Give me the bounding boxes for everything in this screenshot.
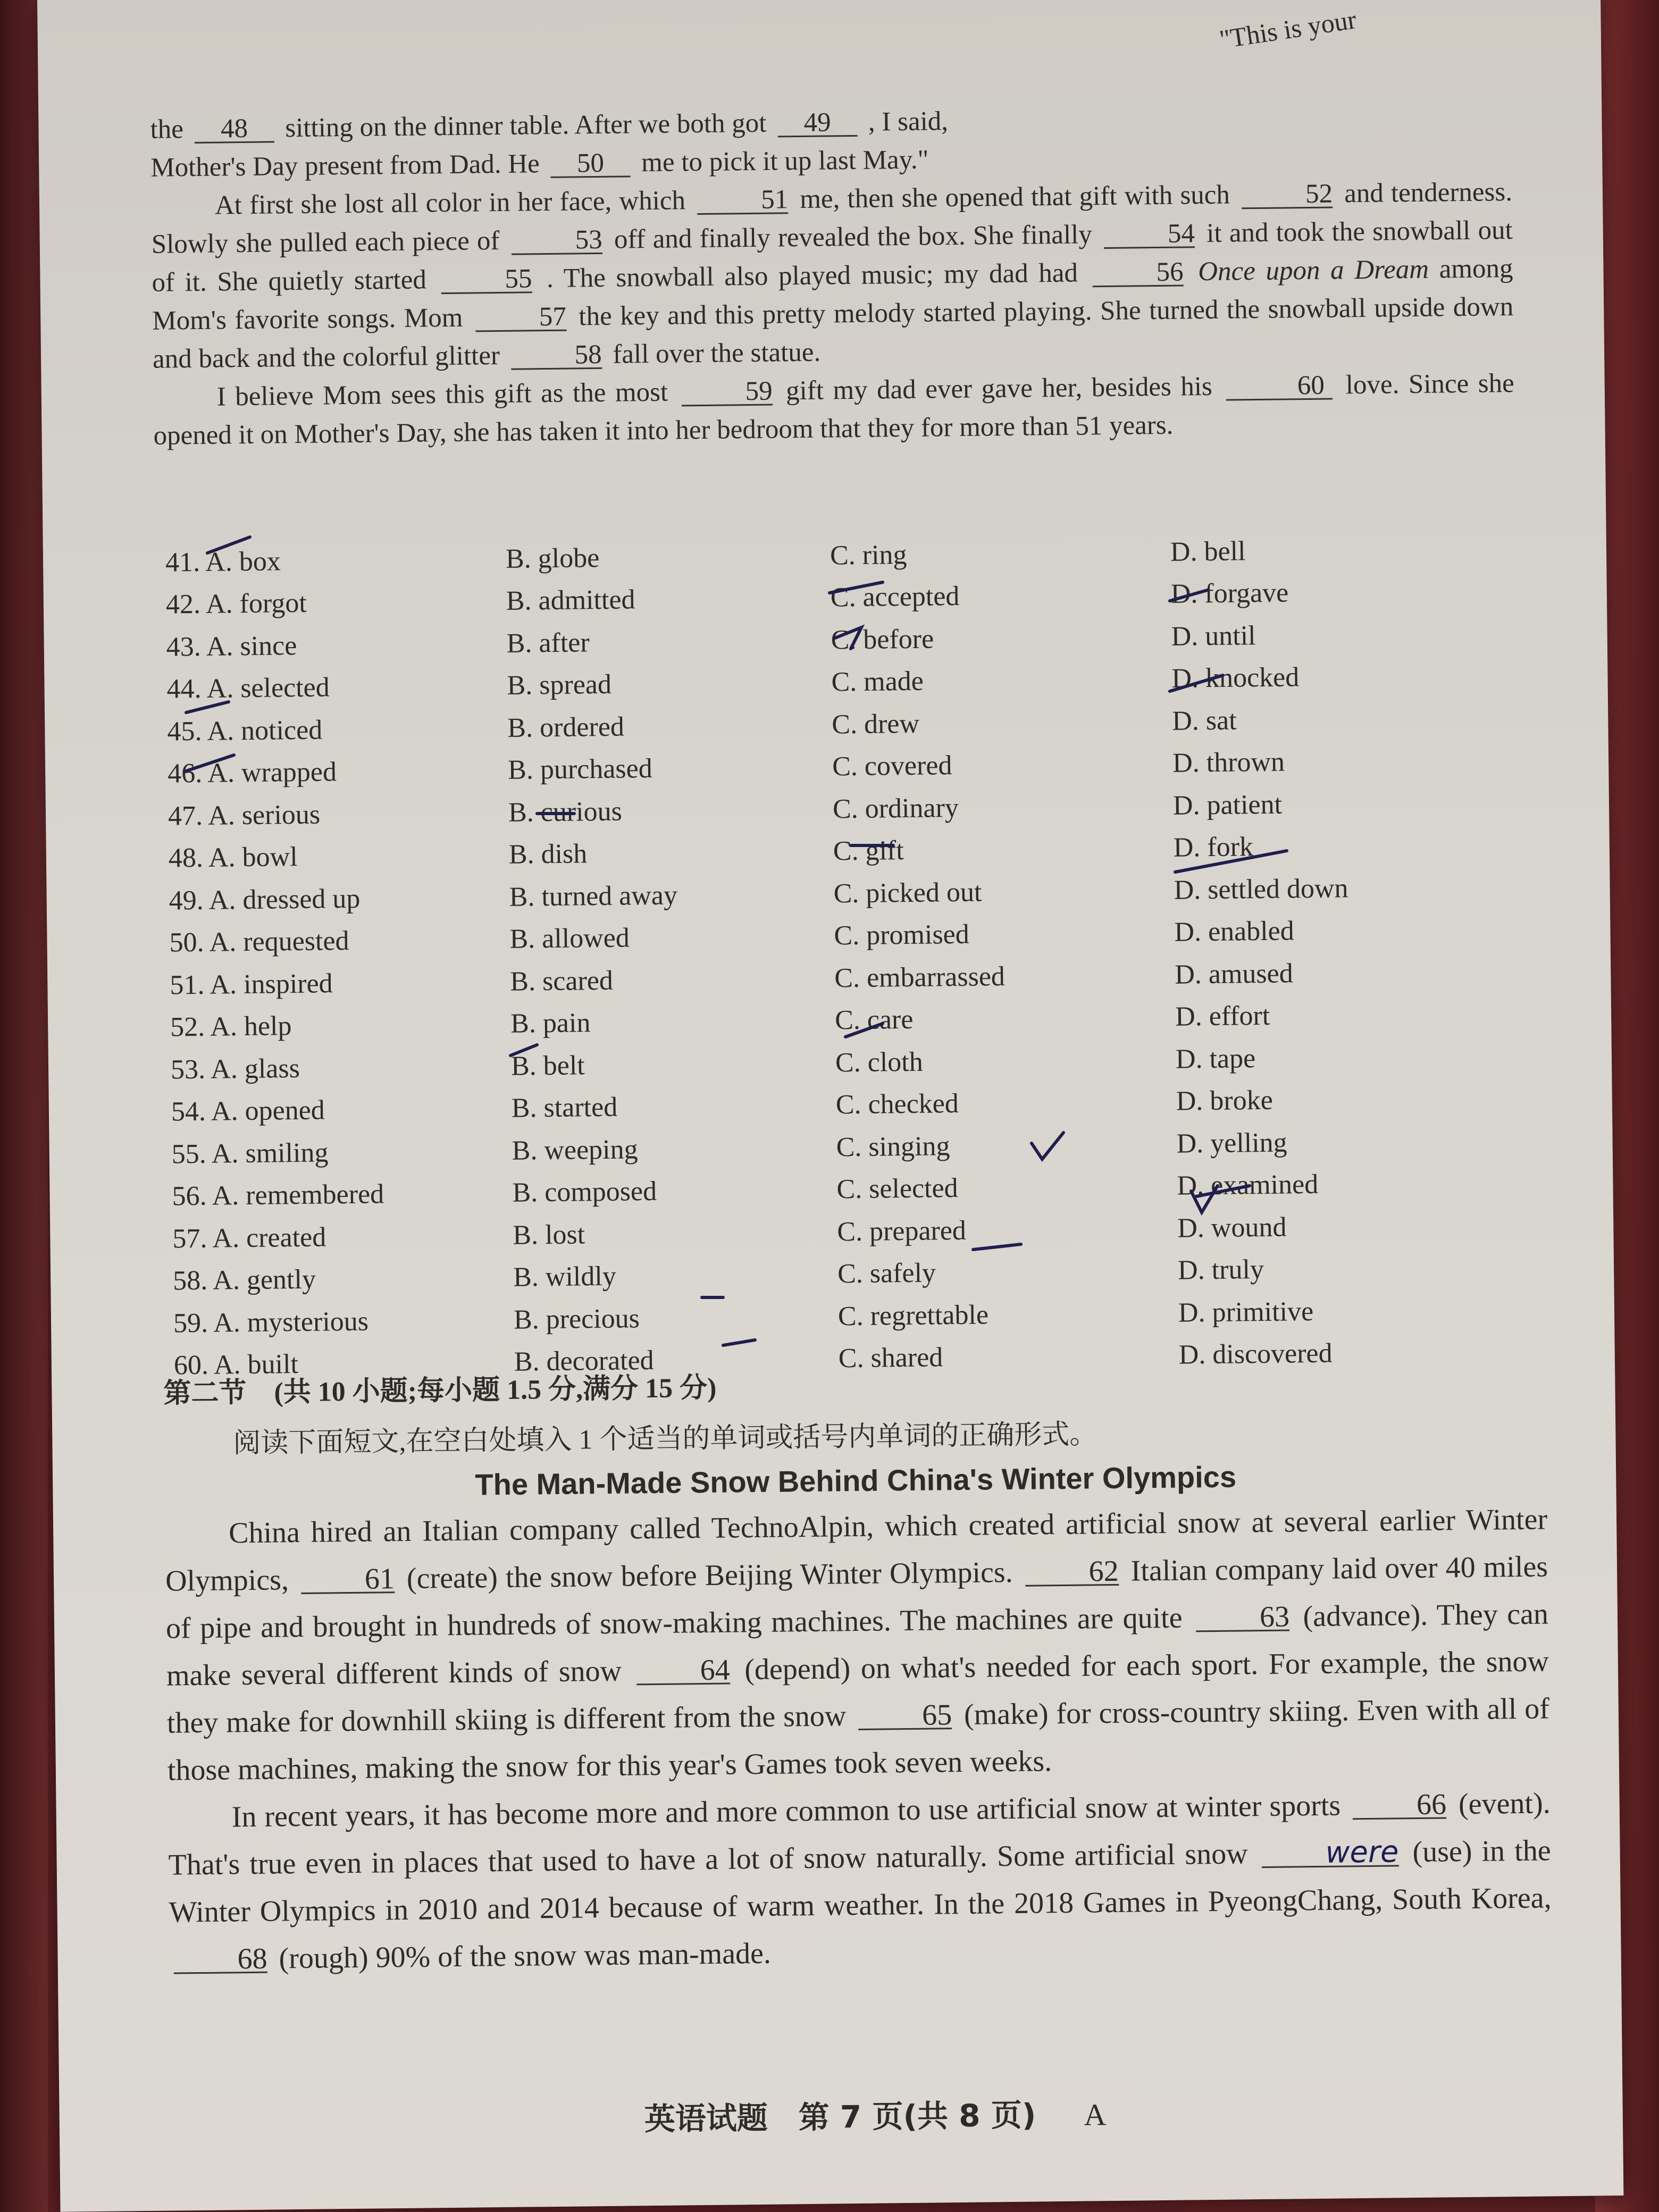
option-b: B. curious — [508, 796, 623, 828]
text-segment: me to pick it up last May." — [641, 145, 929, 178]
exam-page — [37, 0, 1623, 2212]
blank-48: 48 — [194, 115, 274, 144]
text-segment: . The snowball also played music; my dad had — [546, 258, 1078, 294]
option-d: D. bell — [1170, 535, 1246, 567]
option-b: B. after — [506, 627, 590, 659]
option-d: D. thrown — [1172, 747, 1285, 778]
option-a-cell — [168, 797, 509, 832]
blank-54: 54 — [1104, 221, 1195, 249]
text-segment: off and finally revealed the box. She finally — [614, 220, 1093, 255]
option-b: B. turned away — [509, 879, 678, 912]
option-c: C. gift — [833, 835, 904, 867]
option-a-cell — [166, 585, 507, 621]
page-footer — [644, 2089, 1106, 2139]
option-d: D. examined — [1177, 1169, 1319, 1201]
option-a-cell — [171, 1050, 512, 1085]
text-segment: love. Since she opened it on Mother's Day, she has taken it into her bedroom that they for more than 51 years. — [153, 368, 1514, 451]
option-b: B. ordered — [507, 711, 625, 743]
text-segment: China hired an Italian company called TechnoAlpin, which created artificial snow at several earlier Winter Olympics, — [165, 1503, 1548, 1598]
question-number: 56. — [172, 1180, 207, 1212]
option-a: A. mysterious — [213, 1306, 369, 1338]
option-c: C. ordinary — [832, 792, 959, 824]
option-c: C. before — [831, 623, 934, 655]
option-b: B. spread — [507, 669, 612, 701]
option-a: A. inspired — [210, 968, 333, 1000]
blank-53: 53 — [511, 227, 602, 255]
option-a-cell — [170, 1008, 511, 1043]
question-number: 47. — [167, 800, 203, 832]
handwritten-answer-67: were — [1261, 1839, 1398, 1868]
question-number: 53. — [170, 1054, 206, 1085]
option-c: C. singing — [836, 1130, 950, 1162]
option-a: A. help — [210, 1011, 292, 1042]
option-a: A. box — [205, 546, 281, 577]
option-a: A. since — [206, 630, 297, 662]
text-segment: (depend) on what's needed for each sport. For example, the snow they make for downhill skiing is different from the snow — [166, 1645, 1549, 1740]
blank-55: 55 — [441, 266, 532, 294]
option-b: B. allowed — [509, 923, 630, 954]
option-b: B. lost — [513, 1219, 585, 1251]
option-a-cell — [167, 755, 508, 790]
question-number: 44. — [166, 673, 202, 705]
option-a: A. requested — [209, 925, 349, 958]
option-a: A. built — [213, 1349, 299, 1380]
option-b: B. globe — [505, 542, 600, 574]
blank-62: 62 — [1025, 1559, 1119, 1587]
blank-68: 68 — [173, 1946, 267, 1974]
option-a: A. smiling — [211, 1137, 329, 1169]
text-segment: (use) in the Winter Olympics in 2010 and 2014 because of warm weather. In the 2018 Games in PyeongChang, South Korea, — [169, 1834, 1552, 1929]
option-d: D. settled down — [1174, 873, 1348, 906]
option-d: D. truly — [1177, 1254, 1264, 1286]
text-segment: and tenderness. Slowly she pulled each piece of — [151, 177, 1513, 259]
option-a-cell — [166, 670, 507, 705]
text-segment: the — [150, 114, 184, 145]
option-a: A. remembered — [212, 1179, 384, 1211]
question-number: 50. — [169, 927, 204, 958]
version-mark: A — [1084, 2097, 1107, 2132]
question-number: 46. — [167, 758, 203, 789]
section-instruction: 阅读下面短文,在空白处填入 1 个适当的单词或括号内单词的正确形式。 — [233, 1419, 1097, 1459]
option-d: D. fork — [1173, 832, 1254, 863]
option-c: C. regrettable — [837, 1299, 989, 1331]
option-c: C. ring — [830, 539, 907, 571]
passage-body — [165, 1496, 1552, 1983]
question-number: 42. — [165, 589, 201, 620]
option-b: B. weeping — [512, 1134, 638, 1166]
option-a-cell — [173, 1262, 514, 1297]
text-segment: Mother's Day present from Dad. He — [150, 149, 540, 183]
option-c: C. shared — [838, 1342, 943, 1374]
option-a: A. dressed up — [208, 883, 361, 916]
option-d: D. forgave — [1170, 577, 1289, 609]
text-segment: (create) the snow before Beijing Winter Olympics. — [406, 1555, 1013, 1595]
text-segment: At first she lost all color in her face, which — [214, 186, 686, 221]
option-a: A. opened — [211, 1095, 325, 1127]
blank-63: 63 — [1196, 1604, 1290, 1632]
option-b: B. belt — [510, 1050, 585, 1082]
option-a-cell — [172, 1219, 513, 1254]
option-d: D. amused — [1175, 958, 1294, 990]
option-a-cell — [167, 712, 508, 747]
option-a-cell — [172, 1177, 513, 1212]
option-a-cell — [169, 839, 509, 874]
option-a-cell — [169, 881, 509, 916]
option-c: C. safely — [837, 1258, 936, 1289]
option-c: C. covered — [832, 750, 952, 782]
option-a: A. serious — [207, 799, 321, 831]
option-d: D. enabled — [1174, 916, 1295, 948]
question-number: 48. — [168, 842, 204, 874]
option-a: A. noticed — [207, 714, 323, 747]
text-segment: In recent years, it has become more and more common to use artificial snow at winter sports — [231, 1789, 1341, 1834]
blank-52: 52 — [1242, 181, 1333, 210]
option-c: C. accepted — [830, 581, 960, 613]
option-b: B. precious — [513, 1303, 640, 1335]
option-b: B. decorated — [514, 1345, 654, 1377]
option-b: B. wildly — [513, 1261, 617, 1293]
option-d: D. yelling — [1176, 1127, 1287, 1159]
option-a: A. gently — [213, 1264, 316, 1296]
option-d: D. patient — [1172, 789, 1283, 821]
option-a-cell — [171, 1135, 512, 1170]
option-a-cell — [165, 543, 506, 578]
question-number: 60. — [173, 1350, 209, 1381]
option-c: C. prepared — [837, 1215, 967, 1247]
option-c: C. drew — [832, 708, 920, 740]
option-d: D. knocked — [1171, 662, 1300, 694]
blank-50: 50 — [550, 150, 631, 178]
blank-49: 49 — [777, 110, 858, 138]
section-two — [163, 1356, 1552, 1983]
text-segment: gift my dad ever gave her, besides his — [785, 371, 1213, 406]
question-number: 49. — [169, 885, 204, 916]
text-segment: (advance). They can make several different kinds of snow — [166, 1597, 1549, 1692]
option-b: B. admitted — [506, 584, 635, 616]
option-c: C. selected — [836, 1172, 958, 1205]
blank-51: 51 — [697, 187, 789, 215]
question-number: 55. — [171, 1138, 207, 1169]
option-d: D. wound — [1177, 1212, 1287, 1244]
section-header: 第二节 (共 10 小题;每小题 1.5 分,满分 15 分) — [163, 1372, 717, 1409]
option-c: C. promised — [834, 919, 970, 951]
option-b: B. purchased — [507, 753, 652, 785]
blank-61: 61 — [301, 1566, 395, 1594]
option-d: D. discovered — [1178, 1338, 1333, 1370]
question-number: 54. — [171, 1096, 206, 1127]
passage-title: The Man-Made Snow Behind China's Winter Olympics — [475, 1460, 1237, 1502]
passage1-paragraph2 — [151, 173, 1515, 455]
option-c: C. care — [834, 1004, 914, 1036]
blank-66: 66 — [1353, 1791, 1447, 1820]
blank-57: 57 — [475, 304, 567, 332]
song-title: Once upon a Dream — [1197, 254, 1429, 287]
question-number: 59. — [173, 1308, 208, 1338]
option-b: B. started — [511, 1092, 618, 1124]
text-segment: among Mom's favorite songs. Mom — [152, 253, 1513, 336]
option-a: A. glass — [210, 1053, 300, 1085]
option-d: D. primitive — [1178, 1296, 1314, 1328]
option-a-cell — [169, 924, 510, 959]
option-a-cell — [170, 966, 510, 1001]
text-segment: Italian company laid over 40 miles of pipe and brought in hundreds of snow-making machines. The machines are quite — [165, 1550, 1548, 1645]
option-d: D. broke — [1176, 1085, 1273, 1117]
question-number: 57. — [172, 1223, 207, 1254]
question-number: 51. — [170, 969, 205, 1000]
blank-64: 64 — [636, 1657, 730, 1686]
text-segment: (event). That's true even in places that used to have a lot of snow naturally. Some artificial snow — [168, 1787, 1551, 1882]
text-segment: , I said, — [868, 106, 949, 137]
blank-60: 60 — [1226, 373, 1333, 401]
option-b: B. pain — [510, 1008, 591, 1039]
footer-text: 英语试题 第 7 页(共 8 页) — [644, 2097, 1036, 2138]
option-d: D. sat — [1172, 705, 1237, 736]
option-a: A. bowl — [208, 841, 298, 873]
option-c: C. cloth — [835, 1046, 923, 1078]
option-a: A. forgot — [205, 588, 307, 619]
option-b: B. scared — [510, 965, 614, 997]
question-number: 43. — [166, 631, 202, 663]
question-number: 58. — [172, 1265, 208, 1296]
option-c: C. made — [831, 666, 924, 698]
text-segment: me, then she opened that gift with such — [800, 180, 1230, 214]
question-number: 41. — [165, 547, 200, 578]
text-segment: I believe Mom sees this gift as the most — [216, 377, 668, 412]
question-number: 45. — [167, 716, 202, 747]
question-number: 52. — [170, 1011, 205, 1043]
text-segment: fall over the statue. — [613, 337, 821, 370]
option-a: A. wrapped — [207, 757, 337, 789]
option-a-cell — [173, 1304, 514, 1339]
option-b: B. dish — [508, 839, 588, 870]
question-options-grid — [165, 522, 1546, 1381]
text-segment: it and took the snowball out of it. She quietly started — [152, 215, 1513, 298]
option-d: D. tape — [1175, 1043, 1256, 1075]
option-d: D. until — [1171, 620, 1256, 652]
option-a: A. selected — [206, 672, 330, 704]
option-c: C. picked out — [833, 876, 982, 909]
blank-58: 58 — [510, 342, 602, 370]
option-d: D. effort — [1175, 1000, 1270, 1032]
option-a: A. created — [212, 1221, 326, 1254]
text-segment: (rough) 90% of the snow was man-made. — [279, 1937, 772, 1975]
option-a-cell — [166, 627, 507, 663]
option-b: B. composed — [512, 1176, 657, 1208]
option-a-cell — [171, 1093, 512, 1128]
text-segment: sitting on the dinner table. After we both got — [285, 108, 767, 144]
top-fragment-text: "This is your — [1217, 4, 1359, 55]
text-segment: the key and this pretty melody started playing. She turned the snowball upside down and back and the colorful glitter — [152, 291, 1514, 374]
option-c: C. embarrassed — [834, 961, 1006, 993]
blank-56: 56 — [1092, 259, 1184, 287]
blank-59: 59 — [681, 379, 773, 407]
option-c: C. checked — [835, 1088, 959, 1120]
text-segment: (make) for cross-country skiing. Even with all of those machines, making the snow for this year's Games took seven weeks. — [167, 1692, 1550, 1787]
blank-65: 65 — [858, 1702, 952, 1730]
